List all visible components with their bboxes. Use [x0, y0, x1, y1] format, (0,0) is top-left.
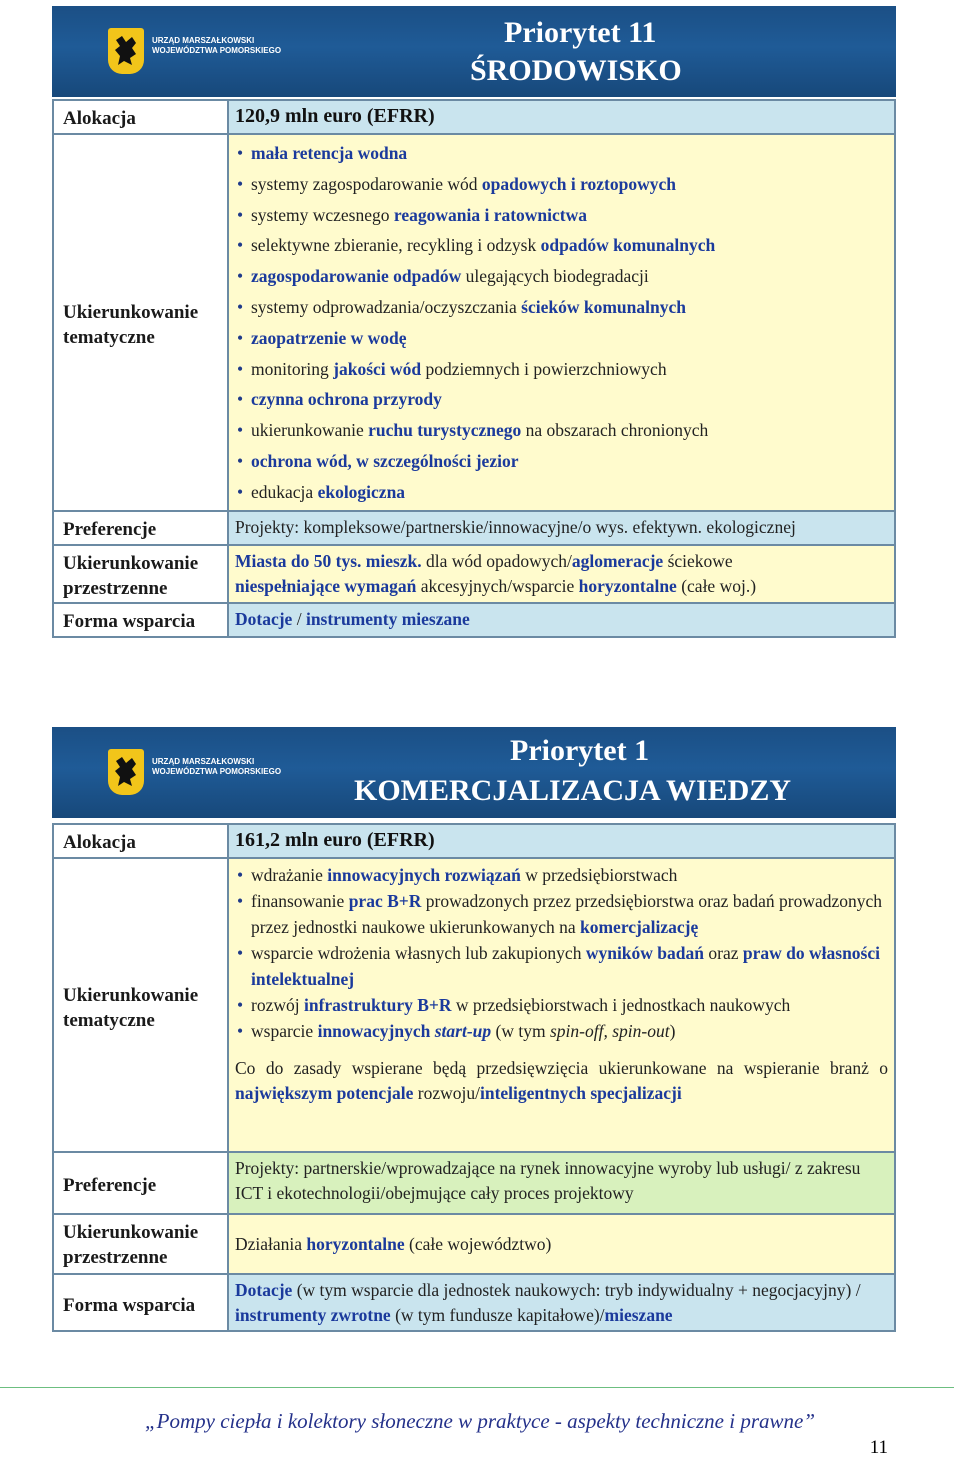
slide-priority-1: [52, 727, 896, 1325]
footer-divider: [0, 1387, 954, 1388]
text-run: wsparcie wdrożenia własnych lub zakupionych: [251, 943, 586, 963]
text-run: prac B+R: [348, 891, 422, 911]
text-run: selektywne zbieranie, recykling i odzysk: [251, 235, 541, 256]
topic-item: [235, 292, 888, 323]
text-run: /: [292, 608, 306, 629]
text-run: ochrona wód, w szczególności jezior: [251, 450, 519, 471]
topic-item: [235, 384, 888, 415]
text-run: Dotacje: [235, 1280, 293, 1300]
text-run: w przedsiębiorstwach i jednostkach naukowych: [451, 995, 791, 1015]
label-ukierunkowanie-przestrzenne: Ukierunkowanie przestrzenne: [53, 545, 228, 603]
label-alokacja: Alokacja: [53, 100, 228, 134]
text-line: [235, 549, 888, 574]
text-run: Działania: [235, 1234, 307, 1254]
priority-table: [52, 99, 896, 638]
text-run: wyników badań: [585, 943, 705, 963]
value-alokacja: 120,9 mln euro (EFRR): [228, 100, 895, 134]
topic-item: [235, 477, 888, 508]
label-alokacja: Alokacja: [53, 824, 228, 858]
text-run: monitoring: [251, 358, 334, 379]
topic-list: [235, 138, 888, 508]
topic-item: [235, 992, 888, 1018]
value-ukierunkowanie-przestrzenne: [228, 1214, 895, 1274]
topic-item: [235, 446, 888, 477]
text-run: (w tym wsparcie dla jednostek naukowych: tryb indywidualny + negocjacyjny) /: [292, 1280, 861, 1300]
text-run: finansowanie: [251, 891, 349, 911]
text-run: start-up: [434, 1021, 492, 1041]
priority-number: Priorytet 11: [504, 16, 657, 49]
topic-item: [235, 415, 888, 446]
text-run: ulegających biodegradacji: [461, 266, 649, 287]
footer-title: „Pompy ciepła i kolektory słoneczne w praktyce - aspekty techniczne i prawne”: [144, 1409, 816, 1433]
topic-item: [235, 1018, 888, 1044]
label-forma-wsparcia: Forma wsparcia: [53, 1274, 228, 1331]
text-run: spin-off, spin-out: [549, 1021, 670, 1041]
text-run: (całe województwo): [404, 1234, 552, 1254]
value-forma-wsparcia: [228, 1274, 895, 1331]
text-run: horyzontalne: [306, 1234, 405, 1254]
text-run: (całe woj.): [676, 575, 757, 596]
text-run: instrumenty zwrotne: [235, 1305, 391, 1325]
text-run: (w tym: [491, 1021, 550, 1041]
text-run: ): [669, 1021, 676, 1041]
priority-name: ŚRODOWISKO: [470, 54, 682, 87]
value-ukierunkowanie-tematyczne: [228, 134, 895, 511]
text-run: innowacyjnych: [317, 1021, 435, 1041]
griffin-logo-icon: [108, 749, 144, 795]
text-run: podziemnych i powierzchniowych: [421, 358, 667, 379]
text-run: Co do zasady wspierane będą przedsięwzięcia ukierunkowane na wspieranie branż o: [235, 1058, 888, 1078]
topic-item: [235, 138, 888, 169]
label-preferencje: Preferencje: [53, 511, 228, 545]
page-number: 11: [869, 1437, 888, 1458]
label-preferencje: Preferencje: [53, 1152, 228, 1214]
priority-number: Priorytet 1: [510, 734, 650, 767]
topic-item: [235, 169, 888, 200]
topic-item: [235, 888, 888, 940]
text-run: zagospodarowanie odpadów: [251, 266, 462, 287]
text-run: edukacja: [251, 481, 318, 502]
griffin-logo-icon: [108, 28, 144, 74]
text-line: [235, 574, 888, 599]
text-run: dla wód opadowych/: [421, 550, 572, 571]
text-run: rozwoju/: [413, 1083, 480, 1103]
value-ukierunkowanie-tematyczne: [228, 858, 895, 1152]
text-run: Miasta do 50 tys. mieszk.: [235, 550, 422, 571]
topic-item: [235, 261, 888, 292]
priority-name: KOMERCJALIZACJA WIEDZY: [354, 774, 792, 807]
topic-item: [235, 354, 888, 385]
label-ukierunkowanie-tematyczne: Ukierunkowanie tematyczne: [53, 858, 228, 1152]
value-preferencje: Projekty: partnerskie/wprowadzające na rynek innowacyjne wyroby lub usługi/ z zakresu ICT i ekotechnologii/obejmujące cały proces projektowy: [228, 1152, 895, 1214]
label-ukierunkowanie-przestrzenne: Ukierunkowanie przestrzenne: [53, 1214, 228, 1274]
value-preferencje: Projekty: kompleksowe/partnerskie/innowacyjne/o wys. efektywn. ekologicznej: [228, 511, 895, 545]
text-run: jakości wód: [333, 358, 422, 379]
text-run: rozwój: [251, 995, 304, 1015]
text-run: wsparcie: [251, 1021, 318, 1041]
text-run: Dotacje: [235, 608, 293, 629]
text-run: instrumenty mieszane: [305, 608, 470, 629]
text-run: innowacyjnych rozwiązań: [327, 865, 521, 885]
topic-item: [235, 862, 888, 888]
text-run: ukierunkowanie: [251, 420, 369, 441]
text-run: oraz: [704, 943, 743, 963]
text-run: prowadzonych przez przedsiębiorstwa oraz badań prowadzonych przez jednostki naukowe ukierunkowanych na: [251, 891, 883, 937]
text-run: inteligentnych specjalizacji: [479, 1083, 682, 1103]
slide-header: [52, 6, 896, 97]
text-run: praw do własności intelektualnej: [251, 943, 880, 989]
text-run: największym potencjale: [235, 1083, 414, 1103]
slide-header: [52, 727, 896, 818]
text-run: czynna ochrona przyrody: [251, 389, 442, 410]
text-run: na obszarach chronionych: [521, 420, 709, 441]
text-run: ruchu turystycznego: [368, 420, 522, 441]
text-run: infrastruktury B+R: [303, 995, 452, 1015]
topic-item: [235, 230, 888, 261]
text-run: systemy zagospodarowanie wód: [251, 173, 482, 194]
value-ukierunkowanie-przestrzenne: [228, 545, 895, 603]
logo-text: URZĄD MARSZAŁKOWSKI WOJEWÓDZTWA POMORSKIEGO: [152, 757, 282, 776]
topic-item: [235, 940, 888, 992]
text-run: aglomeracje: [571, 550, 664, 571]
text-run: (w tym fundusze kapitałowe)/: [390, 1305, 605, 1325]
text-run: komercjalizację: [580, 917, 699, 937]
priority-table: [52, 823, 896, 1332]
topic-note: [235, 1056, 888, 1106]
text-run: wdrażanie: [251, 865, 328, 885]
text-run: opadowych i roztopowych: [481, 173, 676, 194]
text-run: niespełniające wymagań: [235, 575, 417, 596]
text-run: mała retencja wodna: [251, 143, 408, 163]
topic-item: [235, 200, 888, 231]
text-run: odpadów komunalnych: [540, 235, 716, 256]
text-run: zaopatrzenie w wodę: [251, 327, 407, 348]
text-run: systemy wczesnego: [251, 204, 394, 225]
topic-item: [235, 323, 888, 354]
value-alokacja: 161,2 mln euro (EFRR): [228, 824, 895, 858]
text-run: akcesyjnych/wsparcie: [416, 575, 579, 596]
slide-priority-11: [52, 6, 896, 632]
text-run: w przedsiębiorstwach: [520, 865, 678, 885]
logo-text: URZĄD MARSZAŁKOWSKI WOJEWÓDZTWA POMORSKIEGO: [152, 36, 282, 55]
value-forma-wsparcia: [228, 603, 895, 637]
topic-list: [235, 862, 888, 1044]
text-run: reagowania i ratownictwa: [393, 204, 588, 225]
text-run: ekologiczna: [317, 481, 406, 502]
text-run: ściekowe: [663, 550, 733, 571]
text-run: systemy odprowadzania/oczyszczania: [251, 296, 522, 317]
label-forma-wsparcia: Forma wsparcia: [53, 603, 228, 637]
text-run: mieszane: [604, 1305, 673, 1325]
text-run: ścieków komunalnych: [521, 296, 686, 317]
label-ukierunkowanie-tematyczne: Ukierunkowanie tematyczne: [53, 134, 228, 511]
text-run: horyzontalne: [578, 575, 677, 596]
